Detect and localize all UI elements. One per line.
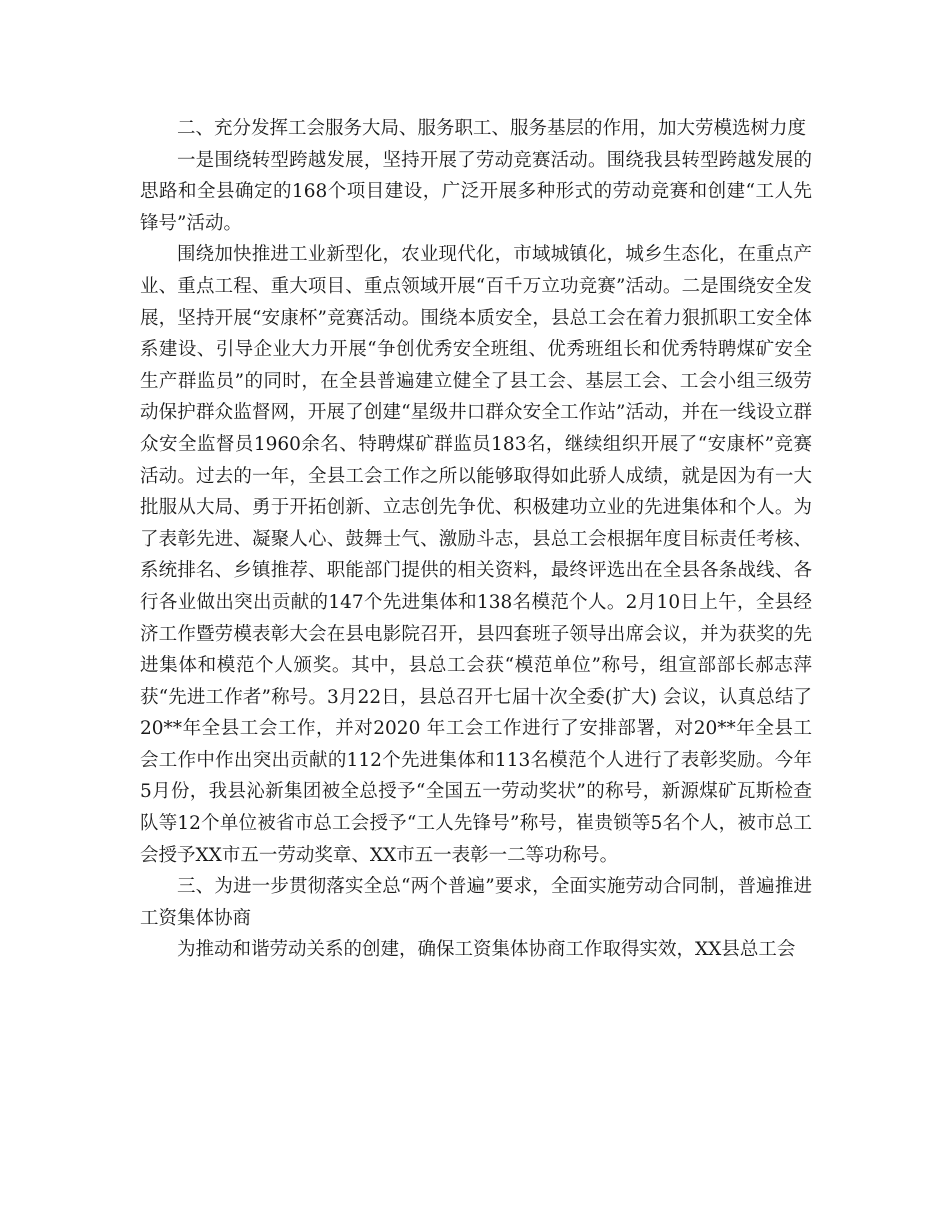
body-paragraph: 围绕加快推进工业新型化，农业现代化，市域城镇化，城乡生态化，在重点产业、重点工程、重大项目、重点领域开展“百千万立功竞赛”活动。二是围绕安全发展，坚持开展“安康杯”竞赛活动。围绕本质安全，县总工会在着力狠抓职工安全体系建设、引导企业大力开展“争创优秀安全班组、优秀班组长和优秀特聘煤矿安全生产群监员”的同时，在全县普遍建立健全了县工会、基层工会、工会小组三级劳动保护群众监督网，开展了创建“星级井口群众安全工作站”活动，并在一线设立群众安全监督员1960余名、特聘煤矿群监员183名，继续组织开展了“安康杯”竞赛活动。过去的一年，全县工会工作之所以能够取得如此骄人成绩，就是因为有一大批服从大局、勇于开拓创新、立志创先争优、积极建功立业的先进集体和个人。为了表彰先进、凝聚人心、鼓舞士气、激励斗志，县总工会根据年度目标责任考核、系统排名、乡镇推荐、职能部门提供的相关资料，最终评选出在全县各条战线、各行各业做出突出贡献的147个先进集体和138名模范个人。2月10日上午，全县经济工作暨劳模表彰大会在县电影院召开，县四套班子领导出席会议，并为获奖的先进集体和模范个人颁奖。其中，县总工会获“模范单位”称号，组宣部部长郝志萍获“先进工作者”称号。3月22日，县总召开七届十次全委(扩大) 会议，认真总结了20**年全县工会工作，并对2020 年工会工作进行了安排部署，对20**年全县工会工作中作出突出贡献的112个先进集体和113名模范个人进行了表彰奖励。今年5月份，我县沁新集团被全总授予“全国五一劳动奖状”的称号，新源煤矿瓦斯检查队等12个单位被省市总工会授予“工人先锋号”称号，崔贵锁等5名个人，被市总工会授予XX市五一劳动奖章、XX市五一表彰一二等功称号。 bbox=[140, 244, 812, 866]
section-heading-three: 三、为进一步贯彻落实全总“两个普遍”要求，全面实施劳动合同制，普遍推进工资集体协商 bbox=[140, 876, 812, 929]
section-heading-two: 二、充分发挥工会服务大局、服务职工、服务基层的作用，加大劳模选树力度 bbox=[177, 118, 807, 139]
body-paragraph: 为推动和谐劳动关系的创建，确保工资集体协商工作取得实效，XX县总工会 bbox=[177, 939, 796, 961]
document-body bbox=[140, 113, 812, 966]
body-paragraph: 一是围绕转型跨越发展，坚持开展了劳动竞赛活动。围绕我县转型跨越发展的思路和全县确定的168个项目建设，广泛开展多种形式的劳动竞赛和创建“工人先锋号”活动。 bbox=[140, 149, 812, 234]
